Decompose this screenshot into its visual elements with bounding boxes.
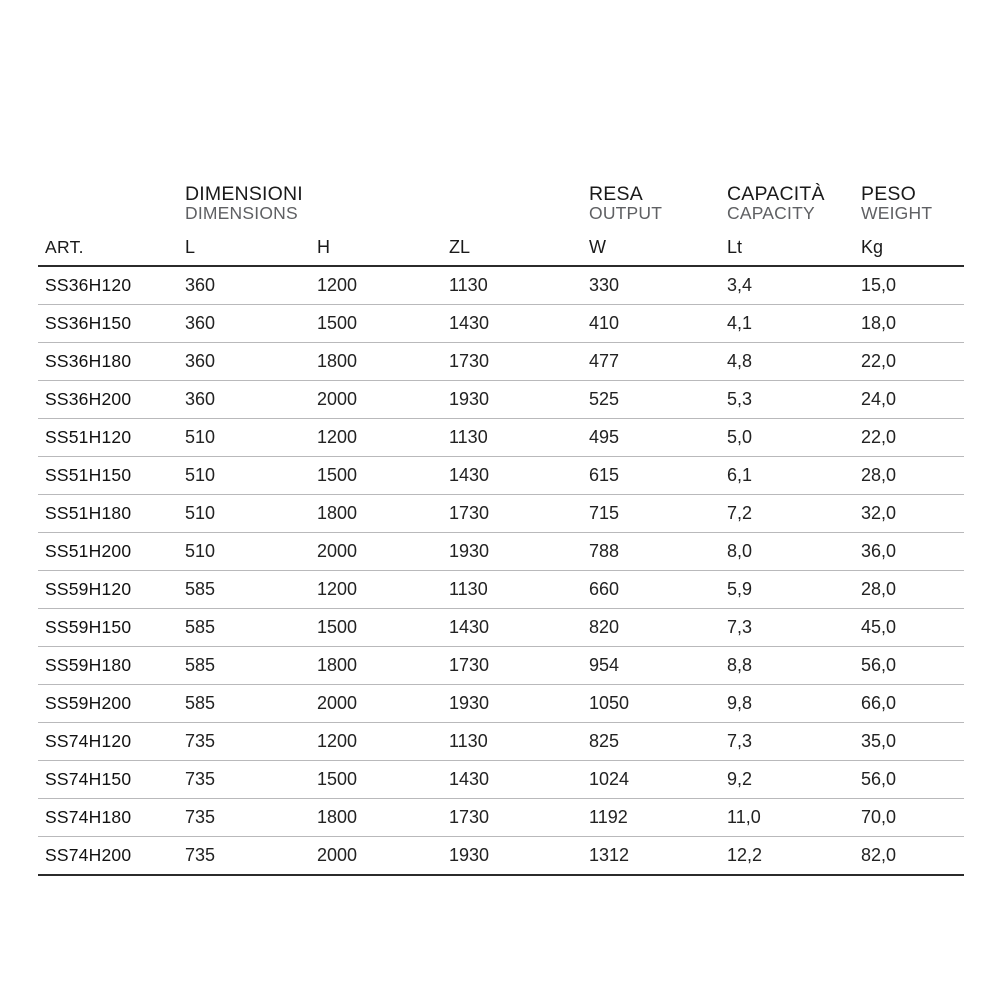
cell-art: SS59H120 [38,571,178,609]
cell-zl: 1130 [442,266,582,305]
table-row [38,761,964,799]
cell-zl: 1130 [442,419,582,457]
table-row [38,723,964,761]
table-row [38,533,964,571]
cell-w: 477 [582,343,720,381]
cell-zl: 1930 [442,837,582,876]
cell-h: 1500 [310,609,442,647]
cell-lt: 7,3 [720,609,854,647]
cell-h: 2000 [310,837,442,876]
cell-lt: 8,0 [720,533,854,571]
cell-kg: 56,0 [854,761,964,799]
group-header-dimensions [178,168,582,226]
cell-kg: 45,0 [854,609,964,647]
cell-l: 585 [178,571,310,609]
table-row [38,266,964,305]
table-row [38,647,964,685]
column-header-l: L [178,226,310,266]
cell-zl: 1430 [442,761,582,799]
cell-kg: 56,0 [854,647,964,685]
cell-zl: 1730 [442,495,582,533]
table-row [38,305,964,343]
group-label-en: WEIGHT [861,202,933,223]
cell-w: 1312 [582,837,720,876]
cell-h: 2000 [310,685,442,723]
cell-art: SS51H150 [38,457,178,495]
cell-w: 1192 [582,799,720,837]
cell-zl: 1430 [442,457,582,495]
group-header-row [38,168,964,226]
cell-l: 510 [178,457,310,495]
cell-zl: 1130 [442,571,582,609]
cell-w: 495 [582,419,720,457]
specifications-table [38,168,964,876]
cell-h: 1200 [310,571,442,609]
cell-zl: 1130 [442,723,582,761]
cell-h: 1500 [310,457,442,495]
cell-art: SS36H180 [38,343,178,381]
cell-lt: 8,8 [720,647,854,685]
table-row [38,419,964,457]
table-row [38,609,964,647]
table-row [38,837,964,876]
table-row [38,343,964,381]
cell-l: 735 [178,837,310,876]
cell-lt: 9,8 [720,685,854,723]
table-body [38,266,964,875]
cell-lt: 5,0 [720,419,854,457]
cell-zl: 1730 [442,647,582,685]
cell-lt: 6,1 [720,457,854,495]
cell-kg: 36,0 [854,533,964,571]
cell-l: 510 [178,495,310,533]
column-header-row [38,226,964,266]
cell-l: 585 [178,609,310,647]
cell-zl: 1430 [442,609,582,647]
cell-kg: 28,0 [854,571,964,609]
cell-h: 1800 [310,343,442,381]
cell-l: 585 [178,685,310,723]
cell-l: 360 [178,381,310,419]
group-label-en: DIMENSIONS [185,202,298,223]
cell-h: 1200 [310,266,442,305]
cell-w: 825 [582,723,720,761]
cell-zl: 1930 [442,533,582,571]
table-row [38,495,964,533]
table-row [38,571,964,609]
cell-lt: 7,2 [720,495,854,533]
column-header-kg: Kg [854,226,964,266]
cell-w: 410 [582,305,720,343]
cell-art: SS51H180 [38,495,178,533]
cell-kg: 22,0 [854,419,964,457]
cell-l: 360 [178,343,310,381]
cell-kg: 22,0 [854,343,964,381]
cell-kg: 32,0 [854,495,964,533]
cell-l: 360 [178,305,310,343]
group-label-en: CAPACITY [727,202,815,223]
cell-h: 1800 [310,495,442,533]
cell-lt: 12,2 [720,837,854,876]
cell-w: 788 [582,533,720,571]
cell-kg: 24,0 [854,381,964,419]
cell-art: SS74H200 [38,837,178,876]
cell-art: SS59H150 [38,609,178,647]
group-header-empty [38,168,178,226]
cell-art: SS51H200 [38,533,178,571]
cell-h: 2000 [310,381,442,419]
group-label-it: CAPACITÀ [727,182,825,205]
cell-w: 715 [582,495,720,533]
cell-kg: 70,0 [854,799,964,837]
table-row [38,381,964,419]
column-header-w: W [582,226,720,266]
cell-l: 360 [178,266,310,305]
cell-lt: 4,1 [720,305,854,343]
column-header-zl: ZL [442,226,582,266]
cell-art: SS36H150 [38,305,178,343]
cell-w: 660 [582,571,720,609]
cell-zl: 1430 [442,305,582,343]
group-label-en: OUTPUT [589,202,663,223]
cell-lt: 11,0 [720,799,854,837]
cell-l: 735 [178,761,310,799]
cell-w: 525 [582,381,720,419]
cell-lt: 9,2 [720,761,854,799]
cell-l: 735 [178,723,310,761]
cell-w: 330 [582,266,720,305]
cell-zl: 1930 [442,381,582,419]
cell-art: SS36H200 [38,381,178,419]
cell-kg: 66,0 [854,685,964,723]
column-header-h: H [310,226,442,266]
cell-lt: 4,8 [720,343,854,381]
cell-l: 510 [178,533,310,571]
cell-l: 510 [178,419,310,457]
cell-lt: 7,3 [720,723,854,761]
cell-kg: 28,0 [854,457,964,495]
cell-h: 1200 [310,419,442,457]
cell-w: 820 [582,609,720,647]
cell-h: 1500 [310,305,442,343]
group-label-it: PESO [861,182,917,205]
cell-kg: 18,0 [854,305,964,343]
cell-kg: 82,0 [854,837,964,876]
column-header-art: ART. [38,226,178,266]
cell-zl: 1930 [442,685,582,723]
column-header-lt: Lt [720,226,854,266]
cell-l: 585 [178,647,310,685]
cell-art: SS36H120 [38,266,178,305]
cell-h: 2000 [310,533,442,571]
cell-w: 1024 [582,761,720,799]
cell-art: SS74H120 [38,723,178,761]
cell-h: 1800 [310,799,442,837]
cell-h: 1200 [310,723,442,761]
cell-art: SS74H180 [38,799,178,837]
cell-h: 1500 [310,761,442,799]
cell-art: SS59H200 [38,685,178,723]
cell-zl: 1730 [442,799,582,837]
cell-lt: 3,4 [720,266,854,305]
cell-w: 615 [582,457,720,495]
cell-kg: 35,0 [854,723,964,761]
group-label-it: DIMENSIONI [185,182,303,205]
table-head [38,168,964,266]
cell-art: SS59H180 [38,647,178,685]
group-header-capacity [720,168,854,226]
cell-lt: 5,9 [720,571,854,609]
cell-h: 1800 [310,647,442,685]
group-header-output [582,168,720,226]
group-header-weight [854,168,964,226]
cell-w: 954 [582,647,720,685]
cell-l: 735 [178,799,310,837]
table-row [38,685,964,723]
cell-lt: 5,3 [720,381,854,419]
group-label-it: RESA [589,182,643,205]
cell-kg: 15,0 [854,266,964,305]
cell-zl: 1730 [442,343,582,381]
cell-art: SS51H120 [38,419,178,457]
table-row [38,799,964,837]
cell-w: 1050 [582,685,720,723]
table-row [38,457,964,495]
cell-art: SS74H150 [38,761,178,799]
